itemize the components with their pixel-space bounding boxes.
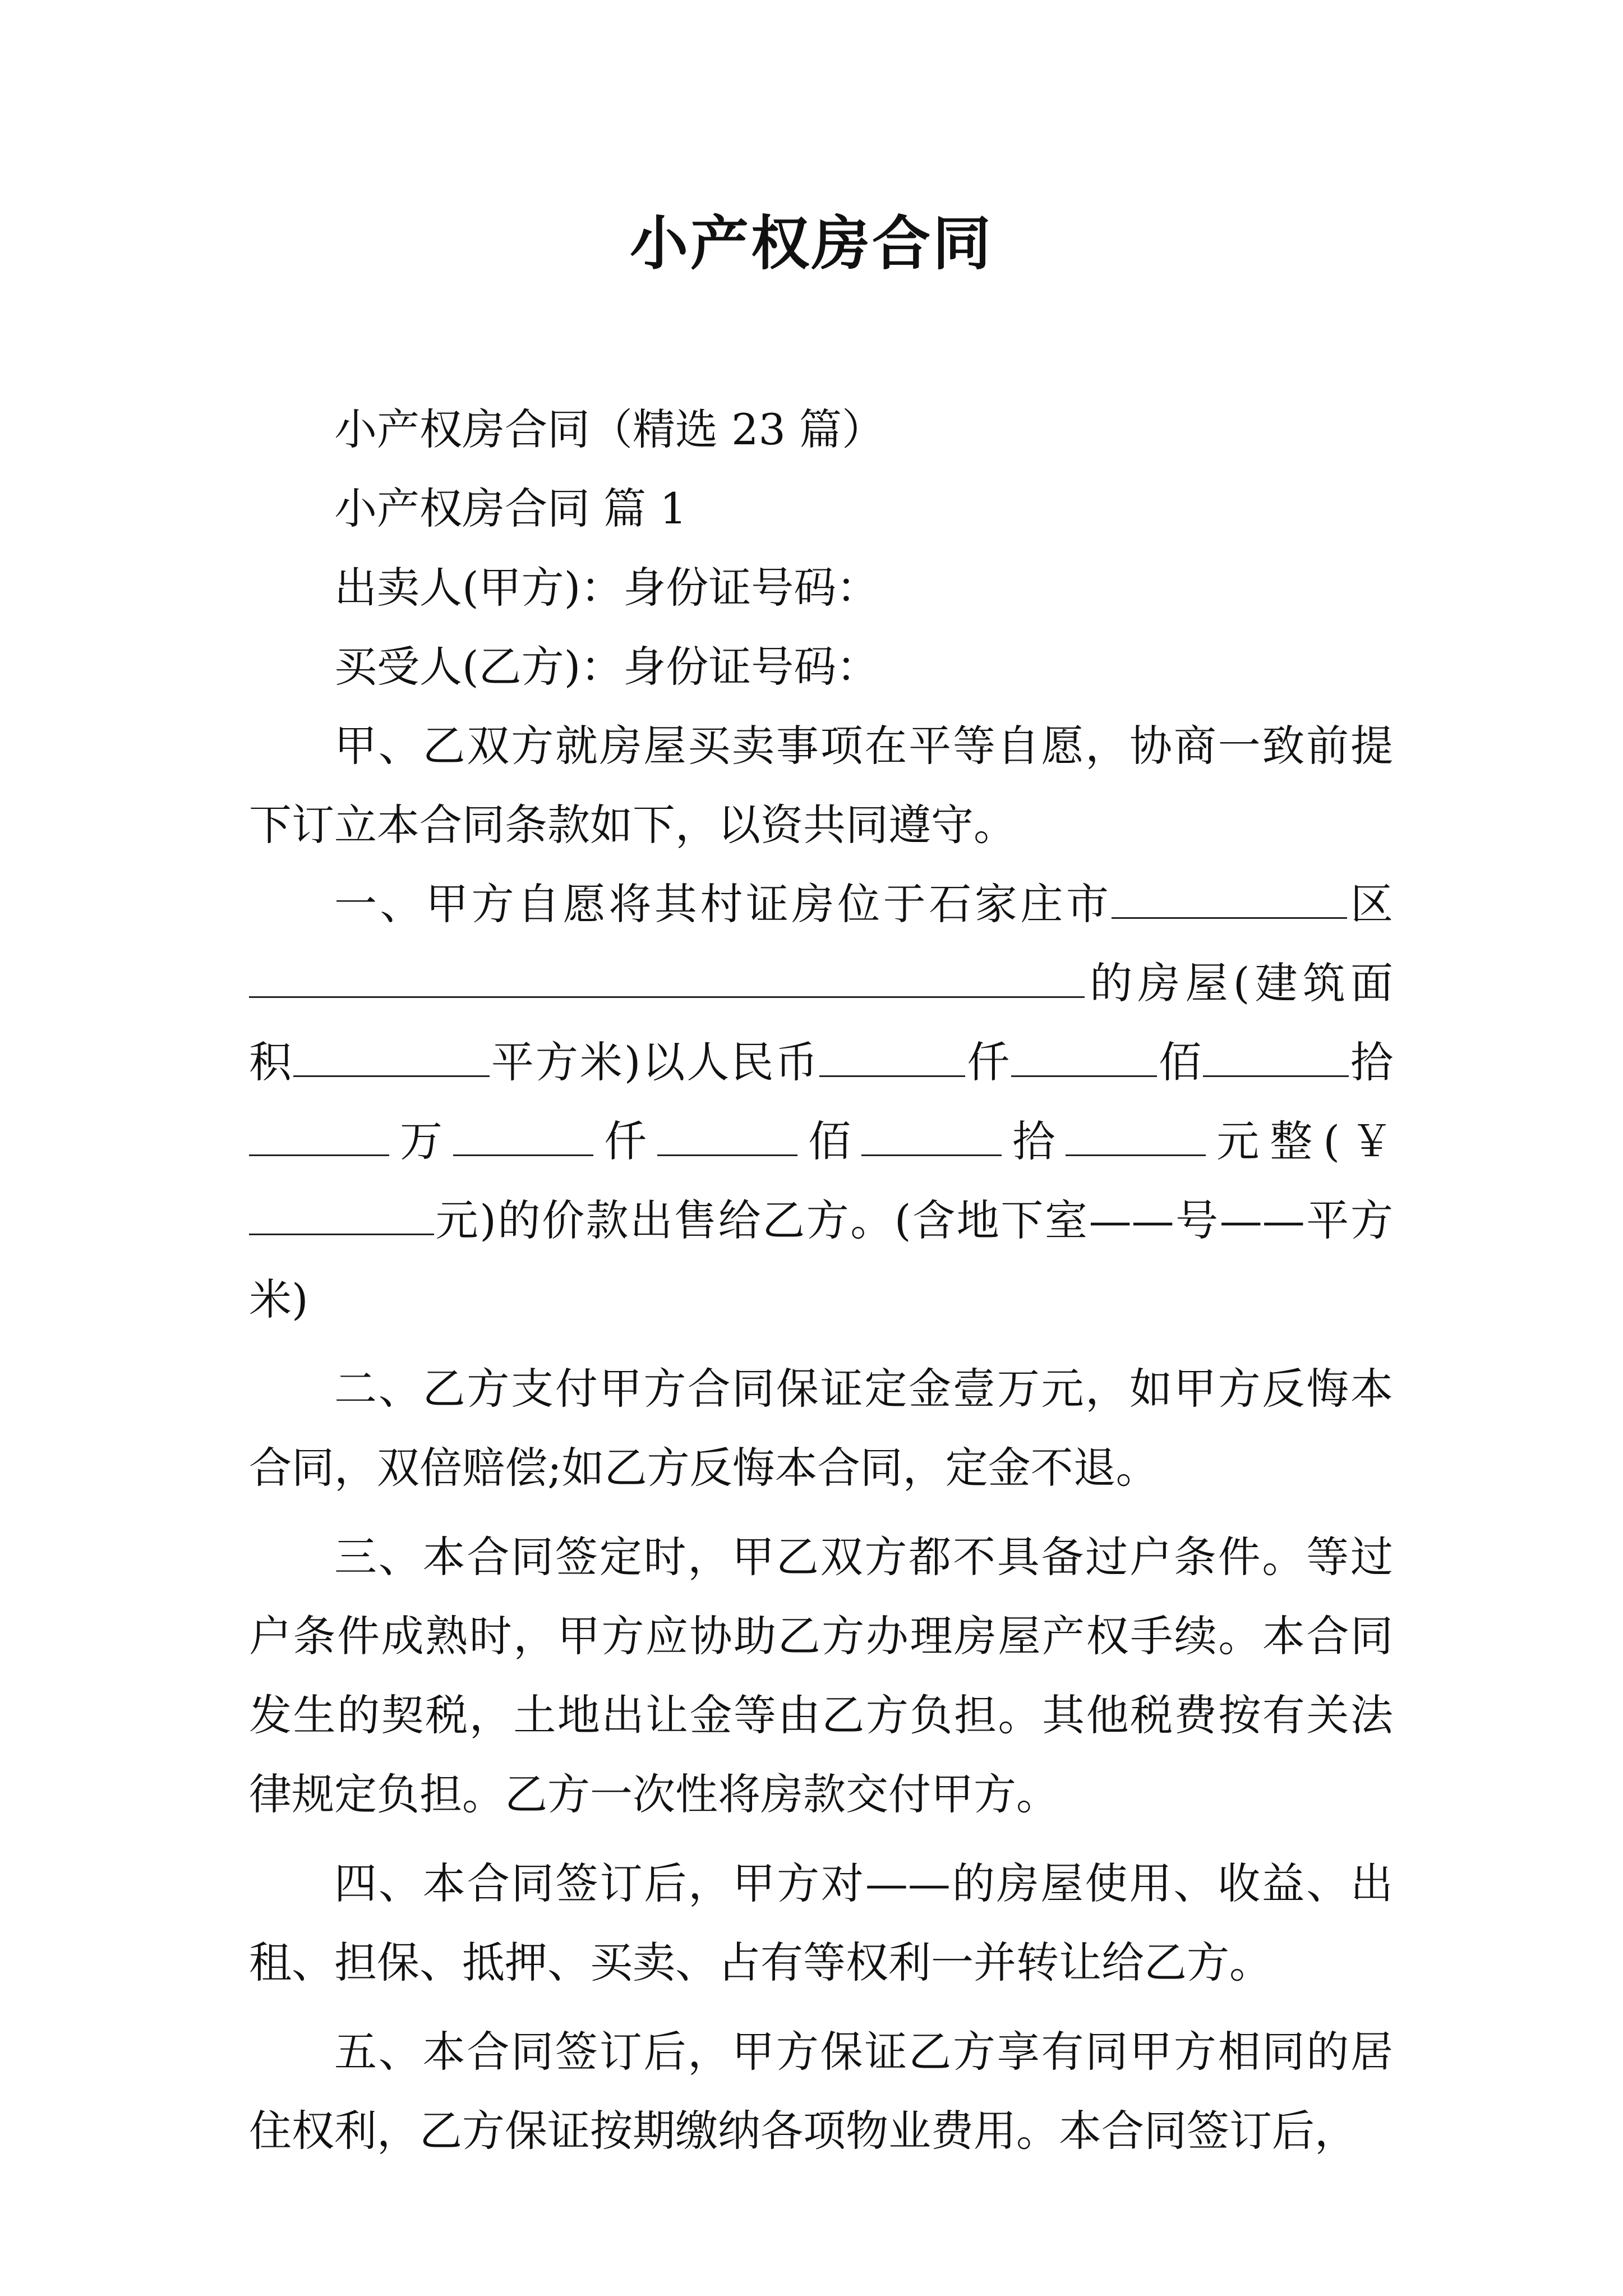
clause-1-text: 元整(￥ <box>1206 1116 1394 1166</box>
amount-blank <box>861 1114 1002 1156</box>
clause-5: 五、本合同签订后，甲方保证乙方享有同甲方相同的居住权利，乙方保证按期缴纳各项物业费用。本合同签订后， <box>249 2027 1393 2156</box>
unit-label: 拾 <box>1349 1037 1394 1087</box>
clause-1-text: 元)的价款出售给乙方。(含地下室——号——平方米) <box>249 1195 1393 1324</box>
unit-label: 佰 <box>1157 1037 1204 1087</box>
amount-blank <box>1066 1114 1206 1156</box>
amount-blank <box>249 1114 389 1156</box>
amount-blank <box>1203 1035 1349 1077</box>
yuan-blank <box>249 1193 434 1235</box>
seller-line: 出卖人(甲方)：身份证号码： <box>334 563 879 613</box>
clause-1-text: 平方米)以人民币 <box>489 1037 820 1087</box>
clause-1-text: 的房屋(建筑面积 <box>249 958 1393 1087</box>
clause-3: 三、本合同签定时，甲乙双方都不具备过户条件。等过户条件成熟时，甲方应协助乙方办理房屋产权手续。本合同发生的契税，土地出让金等由乙方负担。其他税费按有关法律规定负担。乙方一次性将房款交付甲方。 <box>249 1532 1393 1819</box>
document-body <box>249 390 1393 2170</box>
intro-paragraph: 甲、乙双方就房屋买卖事项在平等自愿，协商一致前提下订立本合同条款如下，以资共同遵守。 <box>249 721 1393 850</box>
clause-1 <box>249 864 1393 1339</box>
location-blank <box>249 956 1085 998</box>
unit-label: 仟 <box>593 1116 658 1166</box>
district-blank <box>1112 877 1347 919</box>
document-subtitle: 小产权房合同（精选 23 篇） <box>334 404 885 454</box>
amount-blank <box>819 1035 965 1077</box>
clause-2: 二、乙方支付甲方合同保证定金壹万元，如甲方反悔本合同，双倍赔偿;如乙方反悔本合同，定金不退。 <box>249 1364 1393 1493</box>
section-heading: 小产权房合同 篇 1 <box>334 484 687 533</box>
amount-blank <box>453 1114 593 1156</box>
unit-label: 万 <box>389 1116 454 1166</box>
amount-blank <box>657 1114 797 1156</box>
unit-label: 佰 <box>797 1116 862 1166</box>
document-title: 小产权房合同 <box>629 209 993 278</box>
amount-blank <box>1011 1035 1157 1077</box>
unit-label: 拾 <box>1002 1116 1066 1166</box>
area-blank <box>293 1035 490 1077</box>
buyer-line: 买受人(乙方)：身份证号码： <box>334 642 879 692</box>
clause-1-text: 一、甲方自愿将其村证房位于石家庄市 <box>334 879 1112 929</box>
clause-1-text: 区 <box>1347 879 1394 929</box>
unit-label: 仟 <box>965 1037 1012 1087</box>
clause-4: 四、本合同签订后，甲方对——的房屋使用、收益、出租、担保、抵押、买卖、占有等权利一并转让给乙方。 <box>249 1858 1393 1987</box>
